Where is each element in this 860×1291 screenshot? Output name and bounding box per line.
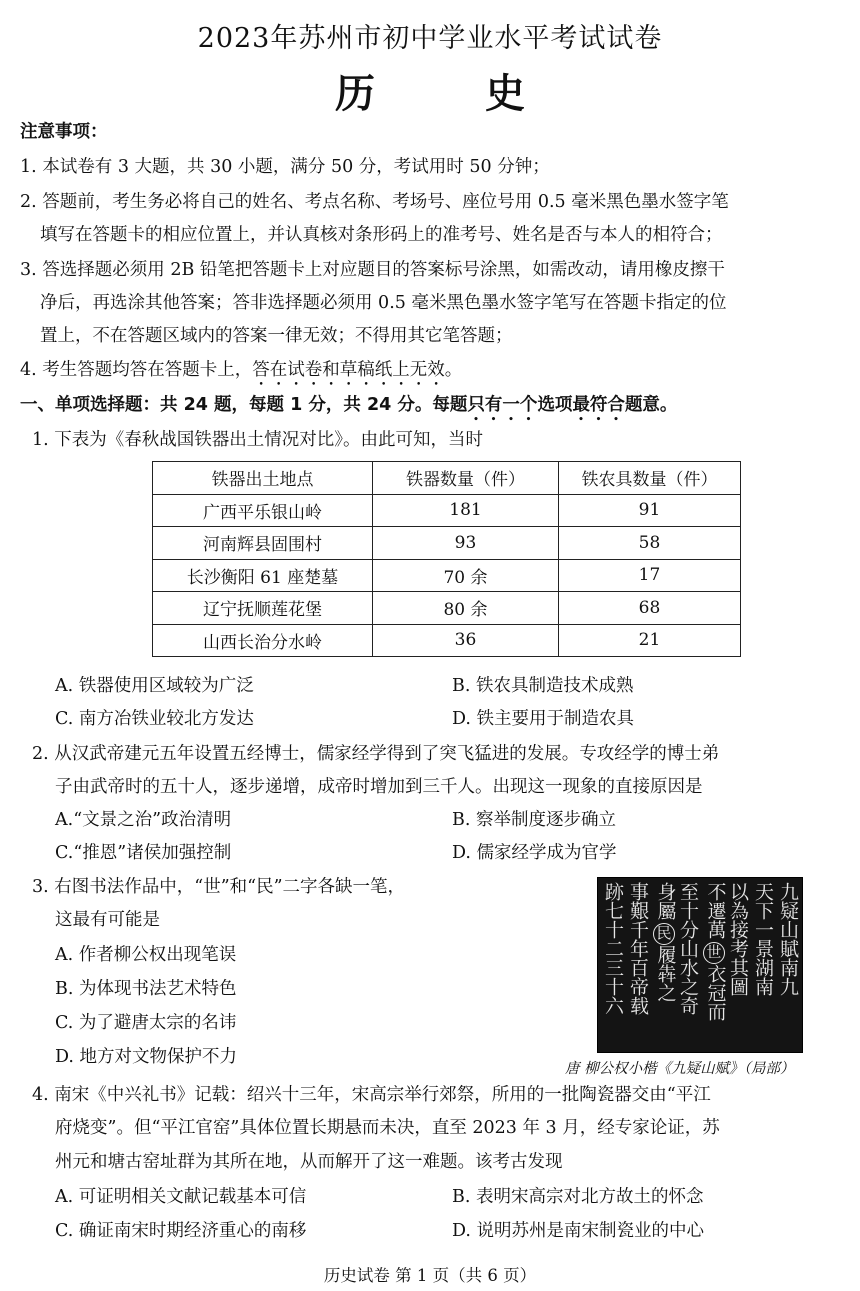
- table-header-cell: 铁器数量（件）: [373, 462, 559, 495]
- calligraphy-text: 衣冠而: [704, 964, 727, 1021]
- q3-stem-line-1: 3. 右图书法作品中，“世”和“民”二字各缺一笔，: [32, 877, 406, 897]
- q4-stem-line-1: 4. 南宋《中兴礼书》记载：绍兴十三年，宋高宗举行郊祭，所用的一批陶瓷器交由“平江: [32, 1085, 711, 1105]
- q4-stem-line-3: 州元和塘古窑址群为其所在地，从而解开了这一难题。该考古发现: [55, 1152, 563, 1172]
- table-cell: 70 余: [373, 559, 559, 592]
- q3-option-d: D. 地方对文物保护不力: [55, 1047, 238, 1067]
- section-1-part-b: 只有一个: [467, 395, 538, 415]
- q1-option-d: D. 铁主要用于制造农具: [452, 709, 635, 729]
- q1-stem: 1. 下表为《春秋战国铁器出土情况对比》。由此可知，当时: [32, 430, 484, 450]
- q3-option-a: A. 作者柳公权出现笔误: [55, 945, 237, 965]
- note-item-3-line-3: 置上，不在答题区域内的答案一律无效；不得用其它笔答题；: [40, 326, 513, 346]
- calligraphy-column-min: [653, 882, 675, 1002]
- q4-option-c: C. 确证南宋时期经济重心的南移: [55, 1221, 307, 1241]
- table-row: [153, 624, 741, 657]
- q4-option-d: D. 说明苏州是南宋制瓷业的中心: [452, 1221, 705, 1241]
- table-cell: 河南辉县固围村: [153, 527, 373, 560]
- q4-stem-line-2: 府烧变”。但“平江官窑”具体位置长期悬而未决，直至 2023 年 3 月，经专家论证，苏: [55, 1118, 720, 1138]
- exam-title: 2023年苏州市初中学业水平考试试卷: [197, 23, 663, 54]
- table-cell: 山西长治分水岭: [153, 624, 373, 657]
- table-cell: 80 余: [373, 592, 559, 625]
- note-item-4-suffix: 。: [444, 360, 463, 380]
- q4-option-b: B. 表明宋高宗对北方故土的怀念: [452, 1187, 704, 1207]
- table-cell: 181: [373, 494, 559, 527]
- note-item-3-line-1: 3. 答选择题必须用 2B 铅笔把答题卡上对应题目的答案标号涂黑，如需改动，请用橡皮擦干: [20, 260, 725, 280]
- table-cell: 辽宁抚顺莲花堡: [153, 592, 373, 625]
- q3-stem-line-2: 这最有可能是: [55, 910, 160, 930]
- section-1-part-a: 一、单项选择题：共 24 题，每题 1 分，共 24 分。每题: [20, 395, 468, 415]
- calligraphy-column: 跡七十二三十六: [602, 882, 624, 1015]
- q2-option-a: A.“文景之治”政治清明: [55, 810, 232, 830]
- note-item-2-line-1: 2. 答题前，考生务必将自己的姓名、考点名称、考场号、座位号用 0.5 毫米黑色墨水签字笔: [20, 192, 729, 212]
- calligraphy-column: 天下一景湖南: [752, 882, 774, 996]
- calligraphy-column: 以為接考其圖: [727, 882, 749, 996]
- table-header-cell: 铁器出土地点: [153, 462, 373, 495]
- note-item-4-emphasis: 答在试卷和草稿纸上无效: [252, 360, 445, 380]
- calligraphy-column: 事艱千年百帝载: [627, 882, 649, 1015]
- circled-shi-character: 世: [703, 942, 725, 964]
- q2-stem-line-1: 2. 从汉武帝建元五年设置五经博士，儒家经学得到了突飞猛进的发展。专攻经学的博士弟: [32, 744, 720, 764]
- table-cell: 21: [559, 624, 741, 657]
- q4-option-a: A. 可证明相关文献记载基本可信: [55, 1187, 307, 1207]
- iron-artifacts-table: [152, 461, 741, 657]
- section-1-part-e: 题意。: [624, 395, 678, 415]
- table-cell: 93: [373, 527, 559, 560]
- table-header-row: [153, 462, 741, 495]
- section-1-heading: [20, 392, 677, 425]
- table-cell: 68: [559, 592, 741, 625]
- calligraphy-text: 履犇之: [654, 945, 677, 1002]
- q1-option-a: A. 铁器使用区域较为广泛: [55, 676, 254, 696]
- calligraphy-image: [597, 877, 803, 1053]
- q1-option-b: B. 铁农具制造技术成熟: [452, 676, 634, 696]
- section-1-part-d: 最符合: [572, 395, 625, 415]
- table-cell: 58: [559, 527, 741, 560]
- calligraphy-caption: 唐 柳公权小楷《九疑山赋》（局部）: [565, 1061, 795, 1077]
- q2-option-b: B. 察举制度逐步确立: [452, 810, 616, 830]
- q1-option-c: C. 南方冶铁业较北方发达: [55, 709, 254, 729]
- notes-heading: 注意事项：: [20, 122, 108, 142]
- table-cell: 36: [373, 624, 559, 657]
- calligraphy-column-shi: [703, 882, 725, 1021]
- table-header-cell: 铁农具数量（件）: [559, 462, 741, 495]
- q2-option-d: D. 儒家经学成为官学: [452, 843, 617, 863]
- calligraphy-text: 不遷萬: [704, 882, 727, 939]
- note-item-4: [20, 357, 462, 390]
- table-row: [153, 559, 741, 592]
- page-footer: 历史试卷 第 1 页（共 6 页）: [323, 1266, 537, 1285]
- table-row: [153, 527, 741, 560]
- note-item-3-line-2: 净后，再选涂其他答案；答非选择题必须用 0.5 毫米黑色墨水签字笔写在答题卡指定的位: [40, 293, 727, 313]
- table-cell: 91: [559, 494, 741, 527]
- q2-option-c: C.“推恩”诸侯加强控制: [55, 843, 232, 863]
- calligraphy-column: 九疑山賦南九: [777, 882, 799, 996]
- table-cell: 17: [559, 559, 741, 592]
- circled-min-character: 民: [653, 923, 675, 945]
- table-cell: 广西平乐银山岭: [153, 494, 373, 527]
- table-cell: 长沙衡阳 61 座楚墓: [153, 559, 373, 592]
- subject-title: 历史: [335, 70, 635, 117]
- section-1-part-c: 选项: [537, 395, 573, 415]
- q3-option-c: C. 为了避唐太宗的名讳: [55, 1013, 237, 1033]
- note-item-2-line-2: 填写在答题卡的相应位置上，并认真核对条形码上的准考号、姓名是否与本人的相符合；: [40, 225, 723, 245]
- note-item-1: 1. 本试卷有 3 大题，共 30 小题，满分 50 分，考试用时 50 分钟；: [20, 157, 550, 177]
- calligraphy-text: 身屬: [654, 882, 677, 920]
- calligraphy-column: 至十分山水之奇: [677, 882, 699, 1015]
- q2-stem-line-2: 子由武帝时的五十人，逐步递增，成帝时增加到三千人。出现这一现象的直接原因是: [55, 777, 703, 797]
- note-item-4-prefix: 4. 考生答题均答在答题卡上，: [20, 360, 253, 380]
- table-row: [153, 592, 741, 625]
- table-row: [153, 494, 741, 527]
- q3-option-b: B. 为体现书法艺术特色: [55, 979, 237, 999]
